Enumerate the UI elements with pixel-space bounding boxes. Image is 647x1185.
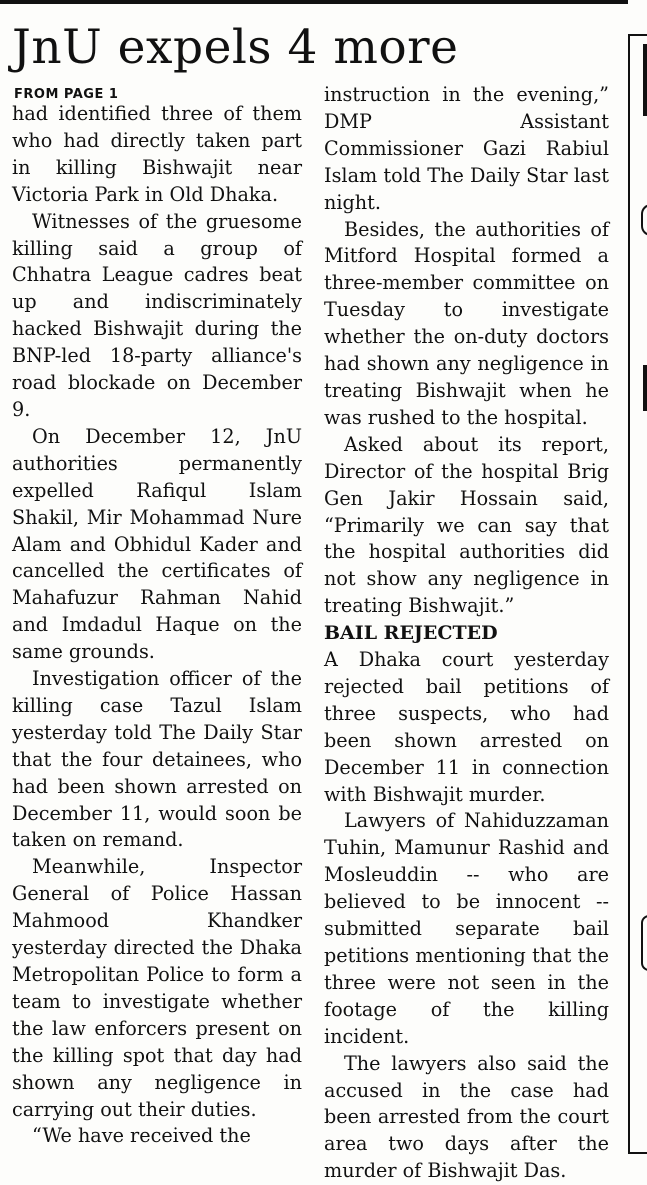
adjacent-ad-graphic — [641, 204, 647, 236]
paragraph: Investigation officer of the killing case Tazul Islam yesterday told The Daily Star that the four detainees, who had been shown arrested on December 11, would soon be taken on remand. — [12, 667, 302, 852]
article-column-left — [12, 101, 302, 1150]
paragraph: Meanwhile, Inspector General of Police Hassan Mahmood Khandker yesterday directed the Dhaka Metropolitan Police to form a team to investigate whether the law enforcers present on the killing spot that day had shown any negligence in carrying out their duties. — [12, 855, 302, 1121]
paragraph: The lawyers also said the accused in the case had been arrested from the court area two days after the murder of Bishwajit Das. — [324, 1051, 609, 1183]
headline: JnU expels 4 more — [12, 20, 459, 75]
paragraph: Witnesses of the gruesome killing said a group of Chhatra League cadres beat up and indiscriminately hacked Bishwajit during the BNP-led 18-party alliance's road blockade on December 9. — [12, 209, 302, 421]
paragraph: Lawyers of Nahiduzzaman Tuhin, Mamunur Rashid and Mosleuddin -- who are believed to be innocent -- submitted separate bail petitions mentioning that the three were not seen in the footage of the killing incident. — [324, 809, 609, 1048]
paragraph: Besides, the authorities of Mitford Hospital formed a three-member committee on Tuesday to investigate whether the on-duty doctors had shown any negligence in treating Bishwajit when he was rushed to the hospital. — [324, 217, 609, 429]
paragraph: had identified three of them who had directly taken part in killing Bishwajit near Victoria Park in Old Dhaka. — [12, 102, 302, 206]
adjacent-ad-graphic — [641, 915, 647, 971]
top-rule — [0, 0, 647, 4]
adjacent-ad-graphic — [643, 44, 647, 116]
paragraph: A Dhaka court yesterday rejected bail petitions of three suspects, who had been shown arrested on December 11 in connection with Bishwajit murder. — [324, 648, 609, 806]
paragraph: “We have received the — [32, 1124, 251, 1148]
adjacent-ad-frame — [628, 34, 647, 1154]
paragraph: On December 12, JnU authorities permanently expelled Rafiqul Islam Shakil, Mir Mohammad Nure Alam and Obhidul Kader and cancelled the certificates of Mahafuzur Rahman Nahid and Imdadul Haque on the same grounds. — [12, 424, 302, 664]
jump-label: FROM PAGE 1 — [14, 87, 119, 102]
paragraph: instruction in the evening,” DMP Assistant Commissioner Gazi Rabiul Islam told The Daily Star last night. — [324, 83, 609, 214]
adjacent-ad-graphic — [643, 365, 647, 411]
paragraph: Asked about its report, Director of the hospital Brig Gen Jakir Hossain said, “Primarily we can say that the hospital authorities did not show any negligence in treating Bishwajit.” — [324, 432, 609, 618]
article-column-right — [324, 82, 609, 1185]
subhead: BAIL REJECTED — [324, 622, 498, 645]
